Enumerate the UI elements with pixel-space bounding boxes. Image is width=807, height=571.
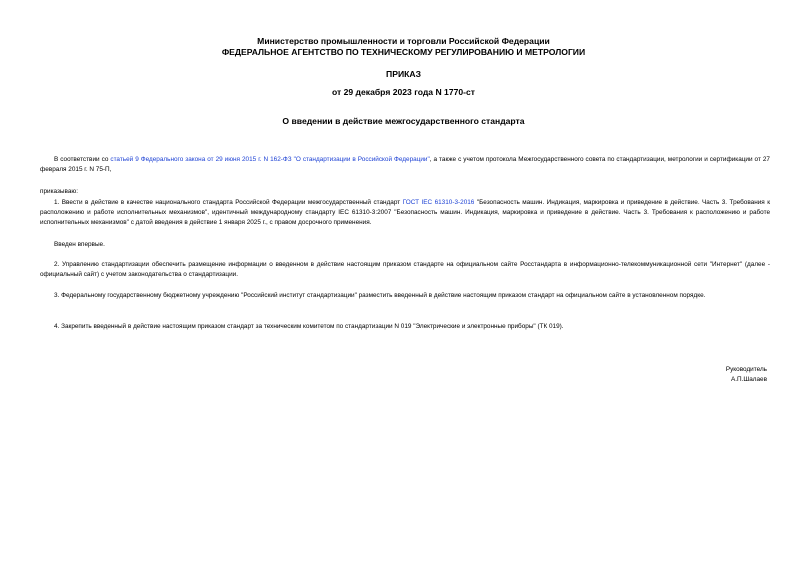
item-3-paragraph: 3. Федеральному государственному бюджетному учреждению "Российский институт стандартизации" разместить введенный в действие настоящим приказом стандарт на официальном сайте в установленном порядке.	[54, 292, 706, 299]
prikazyvayu-text: приказываю:	[40, 188, 78, 195]
preamble-text-before: В соответствии со	[54, 156, 111, 163]
gost-link[interactable]: ГОСТ IEC 61310-3-2016	[402, 199, 475, 206]
signature-name: А.П.Шалаев	[730, 376, 767, 383]
law-link[interactable]: статьей 9 Федерального закона от 29 июня 2015 г. N 162-ФЗ "О стандартизации в Российской Федерации"	[110, 156, 430, 163]
item-1-text-after: "Безопасность машин. Индикация, маркировка и приведение в действие. Часть 3. Требования к расположению и работе исполнительных механизмов", идентичный международному стандарту IEC 61310-3:2007 "Безопасность машин. Индикация, маркировка и приведение в действие. Часть 3. Требования к расположению и работе исполнительных механизмов" с датой введения в действие 1 января 2025 г., с правом досрочного применения.	[40, 199, 770, 226]
document-date: от 29 декабря 2023 года N 1770-ст	[331, 87, 476, 97]
signature-role: Руководитель	[725, 366, 767, 373]
preamble-paragraph	[40, 155, 770, 175]
preamble-text-after: , а также с учетом протокола Межгосударственного совета по стандартизации, метрологии и сертификации от 27 февраля 2015 г. N 75-П,	[40, 156, 770, 173]
item-1-paragraph	[40, 198, 770, 228]
agency-title: ФЕДЕРАЛЬНОЕ АГЕНТСТВО ПО ТЕХНИЧЕСКОМУ РЕГУЛИРОВАНИЮ И МЕТРОЛОГИИ	[221, 47, 586, 57]
item-4-paragraph: 4. Закрепить введенный в действие настоящим приказом стандарт за техническим комитетом по стандартизации N 019 "Электрические и электронные приборы" (ТК 019).	[54, 323, 564, 330]
item-2-paragraph: 2. Управлению стандартизации обеспечить размещение информации о введенном в действие настоящим приказом стандарте на официальном сайте Росстандарта в информационно-телекоммуникационной сети "Интернет" (далее - официальный сайт) с учетом законодательства о стандартизации.	[40, 261, 770, 278]
item-1-text-before: 1. Ввести в действие в качестве национального стандарта Российской Федерации межгосударственный стандарт	[54, 199, 403, 206]
document-subject: О введении в действие межгосударственного стандарта	[282, 116, 525, 126]
document-type: ПРИКАЗ	[386, 69, 421, 79]
ministry-title: Министерство промышленности и торговли Российской Федерации	[257, 36, 550, 46]
vveden-text: Введен впервые.	[54, 241, 105, 248]
